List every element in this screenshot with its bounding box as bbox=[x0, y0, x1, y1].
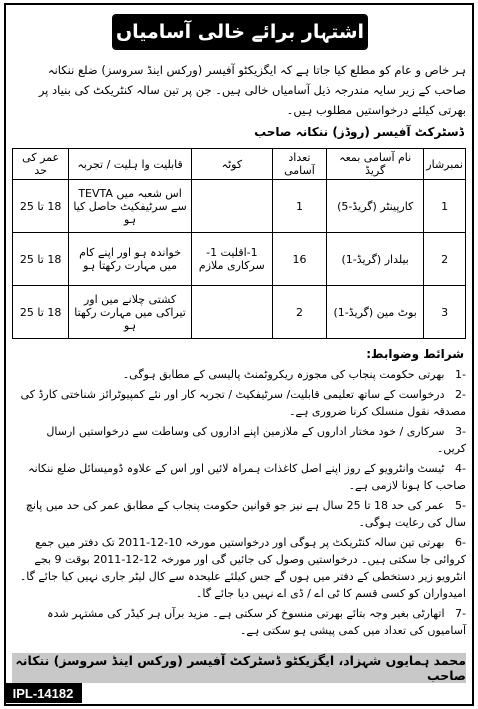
table-row bbox=[13, 286, 466, 339]
conditions-heading: شرائط وضوابط: bbox=[366, 347, 464, 361]
list-item bbox=[14, 366, 466, 383]
item-number: -1 bbox=[455, 368, 466, 381]
conditions-list bbox=[14, 366, 466, 642]
intro-paragraph: ہر خاص و عام کو مطلع کیا جاتا ہے کہ ایگزیکٹو آفیسر (ورکس اینڈ سروسز) ضلع ننکانہ صاحب کے زیر سایہ مندرجہ ذیل آسامیاں خالی ہیں۔ جن پر تین سالہ کنٹریکٹ کی بنیاد پر بھرتی کیلئے درخواستیں مطلوب ہیں۔ bbox=[38, 63, 466, 117]
item-number: -5 bbox=[455, 499, 466, 512]
table-header-row bbox=[13, 149, 466, 180]
cell-post-count: 2 bbox=[272, 286, 326, 339]
list-item bbox=[14, 605, 466, 639]
cell-age-limit: 18 تا 25 bbox=[13, 180, 69, 233]
list-item bbox=[14, 386, 466, 420]
signature-block: محمد ہمایوں شہزاد، ایگزیکٹو ڈسٹرکٹ آفیسر (ورکس اینڈ سروسز) ننکانہ صاحب bbox=[12, 653, 466, 683]
header-post-count: تعداد آسامی bbox=[272, 149, 326, 180]
cell-age-limit: 18 تا 25 bbox=[13, 233, 69, 286]
cell-quota: 1-اقلیت 1-سرکاری ملازم bbox=[191, 233, 272, 286]
cell-serial: 1 bbox=[424, 180, 466, 233]
item-number: -6 bbox=[455, 536, 466, 549]
header-quota: کوٹہ bbox=[191, 149, 272, 180]
item-text: سرکاری / خود مختار اداروں کے ملازمین اپنے اداروں کی وساطت سے درخواستیں ارسال کریں۔ bbox=[46, 425, 466, 455]
cell-age-limit: 18 تا 25 bbox=[13, 286, 69, 339]
header-age-limit: عمر کی حد bbox=[13, 149, 69, 180]
table-row bbox=[13, 233, 466, 286]
header-qualification: قابلیت وا ہلیت / تجربہ bbox=[69, 149, 192, 180]
table-row bbox=[13, 180, 466, 233]
header-post-name: نام آسامی بمعہ گریڈ bbox=[327, 149, 424, 180]
cell-qualification: خواندہ ہو اور اپنے کام میں مہارت رکھتا ہو bbox=[69, 233, 192, 286]
cell-qualification: کشتی چلانے میں اور تیراکی میں مہارت رکھتا ہو bbox=[69, 286, 192, 339]
cell-post-count: 1 bbox=[272, 180, 326, 233]
department-heading: ڈسٹرکٹ آفیسر (روڈز) ننکانہ صاحب bbox=[254, 125, 464, 139]
item-number: -2 bbox=[455, 388, 466, 401]
list-item bbox=[14, 497, 466, 531]
list-item bbox=[14, 460, 466, 494]
cell-quota bbox=[191, 180, 272, 233]
ipl-code-badge: IPL-14182 bbox=[4, 683, 82, 703]
cell-post-count: 16 bbox=[272, 233, 326, 286]
item-text: ٹیسٹ وانٹرویو کے روز اپنے اصل کاغذات ہمراہ لائیں اور اس کے علاوہ ڈومیسائل ضلع ننکانہ صاحب کا ہونا لازمی ہے۔ bbox=[28, 462, 466, 492]
item-text: عمر کی حد 18 تا 25 سال ہے نیز جو قوانین حکومت پنجاب کے مطابق عمر کی حد میں پانچ سال کی رعایت ہوگی۔ bbox=[25, 499, 466, 529]
list-item bbox=[14, 423, 466, 457]
cell-quota bbox=[191, 286, 272, 339]
item-text: درخواست کے ساتھ تعلیمی قابلیت/ سرٹیفکیٹ / تجربہ کار اور نئے کمپیوٹرائز شناختی کارڈ کی مصدقہ نقول منسلک کرنا ضروری ہے۔ bbox=[20, 388, 466, 418]
cell-post-name: بیلدار (گریڈ-1) bbox=[327, 233, 424, 286]
item-text: بھرتی حکومت پنجاب کی مجوزہ ریکروٹمنٹ پالیسی کے مطابق ہوگی۔ bbox=[122, 368, 445, 381]
item-text: اتھارٹی بغیر وجہ بتائے بھرتی منسوخ کر سکتی ہے۔ مزید برآں ہر کیڈر کی مشتہر شدہ آسامیوں کی تعداد میں کمی پیشی ہو سکتی ہے۔ bbox=[47, 607, 466, 637]
item-text: بھرتی تین سالہ کنٹریکٹ پر ہوگی اور درخواستیں مورخہ 10-12-2011 تک دفتر میں جمع کروائی جا سکتی ہیں۔ درخواستیں وصول کی جائیں گی اور مورخہ 12-12-2011 بوقت 9 بجے انٹرویو زیر دستخطی کے دفتر میں ہوں گے جس کیلئے علیحدہ سے کال لیٹر جاری نہیں کیا جائے گا۔ امیدواران کو کسی قسم کا ٹی اے / ڈی اے نہیں دیا جائے گا۔ bbox=[19, 536, 466, 600]
item-number: -3 bbox=[455, 425, 466, 438]
page-title: اشتہار برائے خالی آسامیاں bbox=[112, 14, 368, 50]
cell-serial: 2 bbox=[424, 233, 466, 286]
cell-post-name: کارپینٹر (گریڈ-5) bbox=[327, 180, 424, 233]
header-serial: نمبرشار bbox=[424, 149, 466, 180]
cell-qualification: اس شعبہ میں TEVTA سے سرٹیفکیٹ حاصل کیا ہو bbox=[69, 180, 192, 233]
item-number: -4 bbox=[455, 462, 466, 475]
cell-post-name: بوٹ مین (گریڈ-1) bbox=[327, 286, 424, 339]
list-item bbox=[14, 534, 466, 602]
vacancies-table bbox=[12, 148, 466, 339]
item-number: -7 bbox=[455, 607, 466, 620]
cell-serial: 3 bbox=[424, 286, 466, 339]
